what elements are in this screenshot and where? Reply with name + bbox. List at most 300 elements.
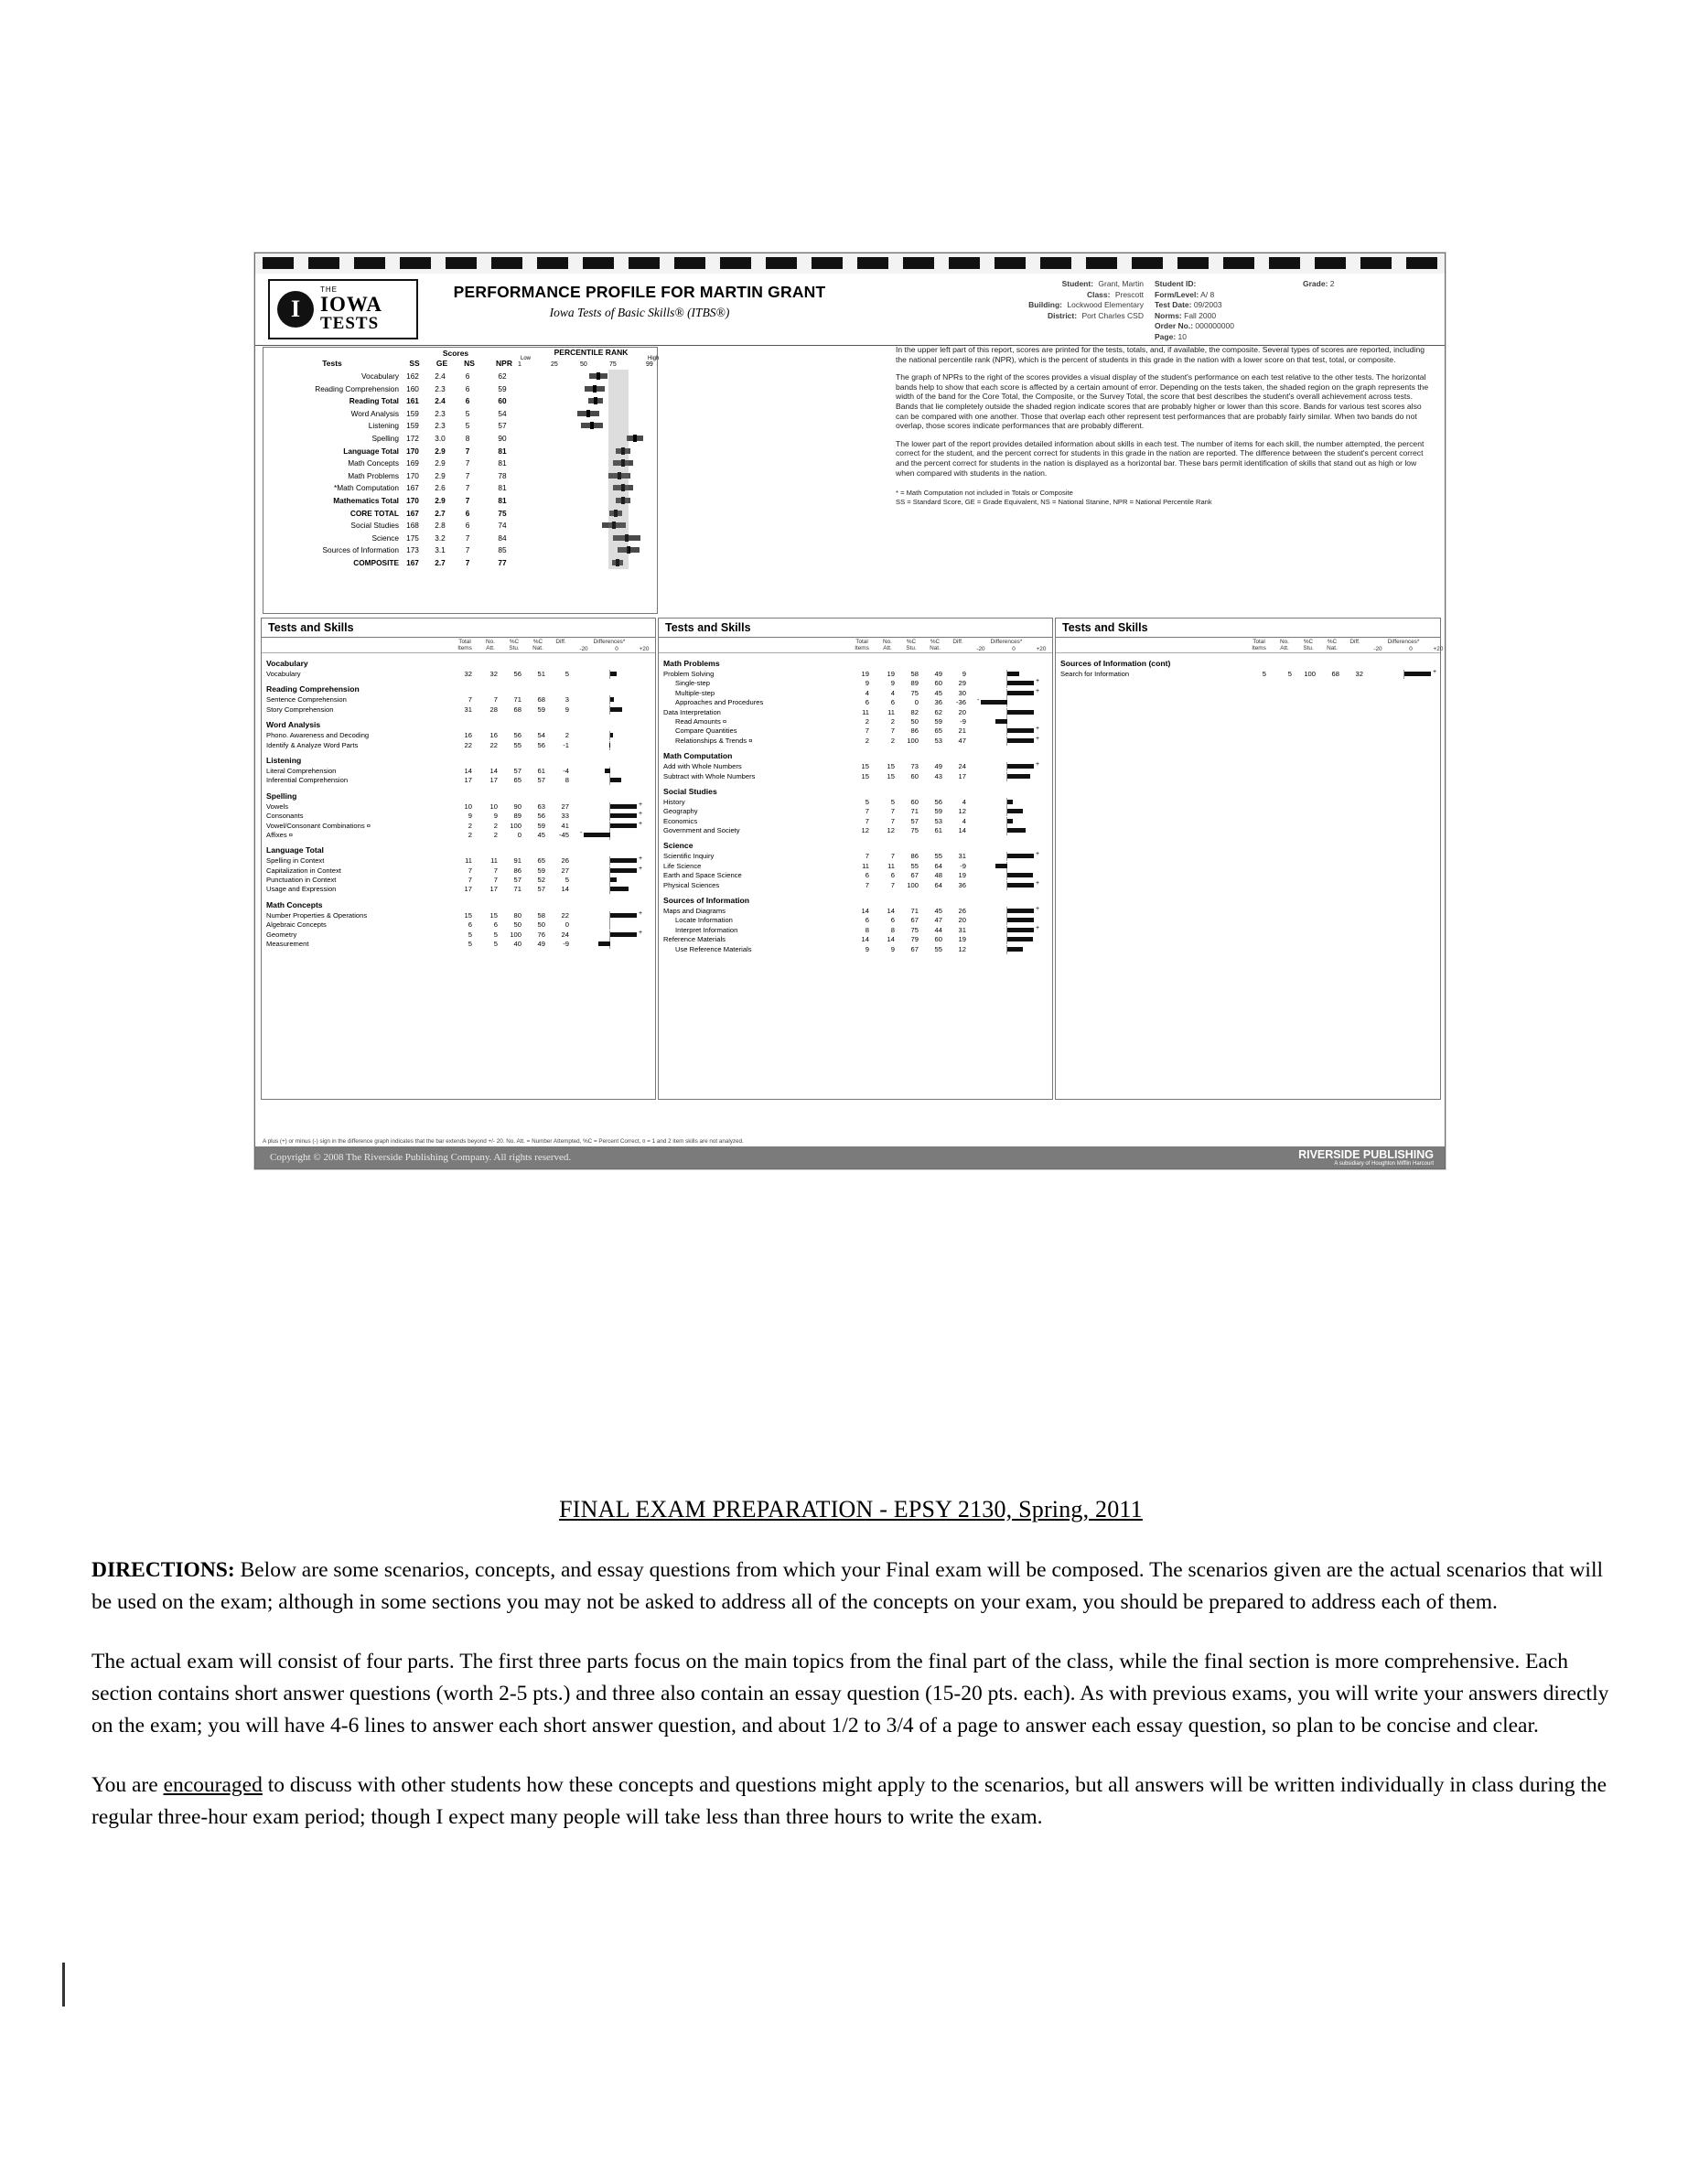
skills-column-header: %C Stu. [906, 639, 917, 651]
skills-row [262, 670, 655, 679]
score-ns: 5 [465, 408, 470, 418]
student-info-row [1155, 300, 1301, 311]
score-test-name: Mathematics Total [333, 495, 399, 505]
student-info-value: 2 [1328, 279, 1335, 288]
skills-row-value: 8 [564, 776, 569, 785]
skills-row-label: Spelling in Context [266, 856, 325, 866]
skills-row-value: 0 [914, 698, 919, 707]
student-info-label: Form/Level: [1155, 289, 1199, 299]
skills-difference-bar [610, 672, 617, 676]
score-ns: 6 [465, 396, 470, 406]
score-row [263, 532, 657, 544]
skills-row-label: Measurement [266, 940, 309, 949]
skills-axis-label: +20 [1433, 646, 1444, 652]
skills-row-value: 57 [910, 816, 919, 825]
skills-difference-bar [1007, 800, 1013, 804]
skills-row-value: -45 [559, 830, 569, 839]
score-ge: 2.9 [435, 470, 446, 480]
student-info-middle [1155, 279, 1301, 342]
student-info-right [1303, 279, 1431, 290]
scores-rows [263, 370, 657, 569]
score-test-name: Math Problems [348, 470, 399, 480]
punch-dash [674, 257, 705, 269]
student-info-value: 09/2003 [1191, 300, 1222, 309]
skills-row-value: 45 [934, 688, 942, 697]
score-ge: 2.3 [435, 408, 446, 418]
skills-row-value: 50 [537, 920, 545, 930]
skills-row-value: 0 [517, 830, 521, 839]
skills-column-header: Differences* [1387, 639, 1420, 645]
skills-difference-bar [1007, 883, 1034, 888]
percentile-high-label: High [648, 356, 660, 361]
skills-column-header: %C Nat. [930, 639, 941, 651]
collab-text-2: to discuss with other students how these concepts and questions might apply to the scenarios, but all answers will be written individually in class during the regular three-hour exam period; though I expect many people will take less than three hours to write the exam. [91, 1773, 1607, 1829]
skills-row-value: 12 [958, 944, 966, 953]
punch-dash [766, 257, 797, 269]
skills-difference-bar [610, 707, 622, 712]
skills-row [262, 822, 655, 831]
skills-group-header [262, 684, 655, 695]
skills-row-value: 55 [934, 944, 942, 953]
skills-row-value: 5 [564, 670, 569, 678]
skills-row [262, 911, 655, 920]
directions-text: Below are some scenarios, concepts, and essay questions from which your Final exam will be composed. The scenarios given are the actual scenarios that will be used on the exam; although in some sections you may not be asked to address all of the concepts on your exam, you should be prepared to address each of them. [91, 1558, 1604, 1614]
skills-group-name: Word Analysis [266, 720, 321, 730]
skills-row [659, 916, 1052, 925]
skills-row-value: 65 [537, 856, 545, 866]
skills-row-value: 2 [865, 716, 869, 726]
skills-panel-3-title: Tests and Skills [1056, 619, 1440, 638]
skills-overflow-sign: + [639, 929, 643, 936]
skills-row-value: 6 [890, 916, 895, 925]
skills-row-label: Number Properties & Operations [266, 910, 368, 920]
score-npr: 75 [498, 508, 507, 518]
skills-difference-bar [1007, 728, 1034, 733]
skills-row-value: 15 [489, 910, 498, 920]
narrative-footnote: * = Math Computation not included in Totals or Composite [896, 489, 1073, 498]
skills-row-value: 6 [865, 698, 869, 707]
skills-row-value: 9 [962, 670, 966, 678]
skills-group-header [262, 720, 655, 731]
publisher-name: RIVERSIDE PUBLISHING [1298, 1148, 1434, 1161]
skills-row-value: 19 [958, 935, 966, 944]
skills-row-value: 86 [910, 726, 919, 736]
scores-col-tests: Tests [322, 359, 342, 368]
skills-row-value: 56 [513, 731, 521, 740]
skills-group-header [262, 845, 655, 856]
punch-dash [1177, 257, 1209, 269]
skills-difference-bar [610, 868, 637, 873]
score-ge: 2.3 [435, 421, 446, 431]
skills-row [262, 802, 655, 812]
scores-col-ss: SS [409, 359, 420, 368]
skills-row-label: Search for Information [1060, 670, 1130, 678]
skills-row [262, 695, 655, 705]
punch-dash [629, 257, 660, 269]
skills-difference-bar [1007, 937, 1033, 941]
skills-row-label: Literal Comprehension [266, 766, 337, 775]
skills-overflow-sign: + [1433, 669, 1437, 675]
skills-difference-bar [1007, 854, 1034, 858]
skills-row-value: 12 [861, 826, 869, 835]
skills-row-value: 9 [493, 812, 498, 821]
skills-panel-2-columns [659, 638, 1052, 653]
skills-row-value: 60 [910, 797, 919, 806]
skills-row-value: 86 [513, 866, 521, 875]
score-ge: 2.4 [435, 371, 446, 381]
punch-dash [308, 257, 339, 269]
skills-row-value: 7 [865, 726, 869, 736]
skills-zero-axis [609, 920, 610, 930]
skills-difference-bar [584, 833, 610, 837]
student-info-label: Student: [1061, 279, 1094, 288]
skills-row-label: Interpret Information [675, 925, 738, 934]
skills-axis-label: -20 [1373, 646, 1382, 652]
score-ns: 7 [465, 483, 470, 493]
percentile-marker [590, 422, 594, 429]
skills-row-value: 60 [910, 771, 919, 780]
skills-column-header: Differences* [593, 639, 626, 645]
skills-row-value: 67 [910, 944, 919, 953]
skills-difference-bar [609, 743, 610, 748]
skills-row [659, 945, 1052, 954]
student-info-value: 000000000 [1193, 321, 1234, 330]
punch-dash [537, 257, 568, 269]
student-info-row [1155, 321, 1301, 332]
skills-row-value: 49 [934, 762, 942, 771]
skills-row-label: Usage and Expression [266, 885, 337, 894]
skills-row-value: 59 [537, 705, 545, 714]
skills-group-name: Language Total [266, 845, 324, 855]
score-test-name: Listening [368, 421, 399, 431]
skills-group-name: Math Concepts [266, 899, 323, 909]
skills-difference-bar [610, 813, 637, 818]
skills-row-value: 15 [861, 762, 869, 771]
skills-axis-label: +20 [1036, 646, 1047, 652]
document-body [91, 1496, 1610, 1861]
skills-difference-bar [610, 913, 637, 918]
score-ns: 7 [465, 495, 470, 505]
skills-row-value: 64 [934, 880, 942, 889]
skills-row-value: 5 [1262, 670, 1266, 678]
punch-dash [1315, 257, 1346, 269]
skills-row-value: 71 [513, 885, 521, 894]
skills-row-value: 58 [537, 910, 545, 920]
skills-row-label: Multiple-step [675, 688, 715, 697]
skills-row-value: 9 [564, 705, 569, 714]
skills-row-value: 68 [513, 705, 521, 714]
skills-row-value: 100 [907, 736, 919, 745]
skills-row-value: 100 [907, 880, 919, 889]
skills-row [659, 726, 1052, 736]
skills-difference-bar [610, 877, 617, 882]
report-title-block [447, 283, 832, 320]
student-info-value: A/ 8 [1199, 289, 1215, 299]
skills-row-value: 24 [958, 762, 966, 771]
skills-row [659, 689, 1052, 698]
skills-row [659, 708, 1052, 717]
skills-group-header [262, 900, 655, 911]
skills-row-value: 79 [910, 935, 919, 944]
skills-row [1056, 670, 1440, 679]
skills-row-value: 27 [561, 866, 569, 875]
skills-row-label: Consonants [266, 812, 304, 821]
skills-row-value: 19 [958, 871, 966, 880]
skills-overflow-sign: + [639, 801, 643, 808]
skills-row [262, 776, 655, 785]
student-info-row [1155, 279, 1301, 290]
skills-axis-label: 0 [615, 646, 618, 652]
skills-row-label: Earth and Space Science [663, 871, 742, 880]
skills-row-value: 4 [962, 816, 966, 825]
score-test-name: Reading Total [349, 396, 399, 406]
skills-row-value: 56 [537, 740, 545, 749]
skills-row-value: 32 [489, 670, 498, 678]
score-test-name: Sources of Information [322, 545, 399, 555]
skills-group-header [659, 787, 1052, 798]
score-row [263, 481, 657, 494]
skills-row-value: 9 [890, 679, 895, 688]
skills-row-value: 5 [865, 797, 869, 806]
score-ge: 3.2 [435, 533, 446, 543]
skills-row-value: -9 [960, 861, 966, 870]
skills-group-name: Math Computation [663, 751, 733, 761]
skills-row-value: 9 [865, 679, 869, 688]
score-row [263, 394, 657, 407]
score-npr: 54 [498, 408, 507, 418]
punch-dash [1360, 257, 1392, 269]
skills-row-value: 7 [865, 880, 869, 889]
skills-row-value: 53 [934, 816, 942, 825]
skills-row-value: 2 [564, 731, 569, 740]
skills-difference-bar [598, 941, 610, 946]
skills-panel-2 [658, 618, 1053, 1100]
skills-row-value: 100 [510, 930, 521, 939]
collab-emphasis: encouraged [163, 1773, 263, 1797]
skills-group-name: Math Problems [663, 659, 720, 668]
skills-row-value: 2 [890, 716, 895, 726]
skills-row-value: 32 [464, 670, 472, 678]
skills-row-value: 80 [513, 910, 521, 920]
skills-column-header: No. Att. [883, 639, 892, 651]
skills-row-value: 21 [958, 726, 966, 736]
punch-dash [583, 257, 614, 269]
score-ge: 2.9 [435, 495, 446, 505]
skills-group-header [659, 751, 1052, 762]
skills-row [659, 698, 1052, 707]
score-npr: 78 [498, 470, 507, 480]
skills-row-label: Single-step [675, 679, 710, 688]
skills-row-value: 7 [468, 866, 472, 875]
skills-axis-label: 0 [1409, 646, 1413, 652]
skills-row-value: 16 [489, 731, 498, 740]
skills-panel-1-columns [262, 638, 655, 653]
score-ss: 170 [406, 446, 419, 456]
skills-row-value: 7 [493, 866, 498, 875]
skills-row-label: Affixes ¤ [266, 830, 293, 839]
skills-row [262, 831, 655, 840]
logo-iowa: IOWA [320, 293, 382, 316]
skills-group-name: Sources of Information [663, 896, 750, 906]
skills-row-label: Maps and Diagrams [663, 907, 726, 916]
skills-row-label: Vocabulary [266, 670, 301, 678]
skills-row-value: 61 [934, 826, 942, 835]
skills-row-value: 9 [890, 944, 895, 953]
directions-label: DIRECTIONS: [91, 1558, 235, 1582]
skills-row-value: 58 [910, 670, 919, 678]
punch-dash [903, 257, 934, 269]
skills-row-value: 33 [561, 812, 569, 821]
score-npr: 62 [498, 371, 507, 381]
skills-row-value: 67 [910, 871, 919, 880]
skills-row-value: 100 [1304, 670, 1316, 678]
skills-row-value: 89 [513, 812, 521, 821]
report-title: PERFORMANCE PROFILE FOR MARTIN GRANT [453, 283, 826, 301]
skills-row [659, 817, 1052, 826]
score-ss: 159 [406, 408, 419, 418]
skills-difference-bar [1007, 909, 1034, 913]
score-row [263, 370, 657, 382]
collaboration-paragraph [91, 1770, 1610, 1834]
skills-row-value: 26 [958, 907, 966, 916]
skills-row-value: 15 [464, 910, 472, 920]
skills-row [659, 852, 1052, 861]
skills-row-value: 45 [537, 830, 545, 839]
punch-dash [1406, 257, 1437, 269]
punch-dash [857, 257, 888, 269]
skills-row-value: 16 [464, 731, 472, 740]
skills-row-value: 40 [513, 940, 521, 949]
score-ss: 172 [406, 433, 419, 443]
score-test-name: Reading Comprehension [315, 383, 399, 393]
score-ns: 6 [465, 521, 470, 531]
skills-row [659, 935, 1052, 944]
skills-group-name: Spelling [266, 791, 297, 801]
skills-row-value: 11 [490, 856, 498, 866]
skills-row-label: Compare Quantities [675, 726, 737, 736]
skills-row-value: 7 [865, 816, 869, 825]
skills-row-value: 14 [887, 935, 895, 944]
skills-row-value: 64 [934, 861, 942, 870]
publisher-subtitle: A subsidiary of Houghton Mifflin Harcourt [1334, 1161, 1434, 1167]
skills-row-value: 100 [510, 821, 521, 830]
skills-row-value: 2 [493, 830, 498, 839]
skills-row-label: Story Comprehension [266, 705, 334, 714]
skills-difference-bar [1007, 819, 1013, 823]
skills-row-value: 24 [561, 930, 569, 939]
skills-row-value: 2 [468, 830, 472, 839]
skills-row-value: 27 [561, 802, 569, 811]
logo-the: THE [320, 285, 338, 294]
skills-row-value: 51 [537, 670, 545, 678]
student-info-label: Norms: [1155, 310, 1182, 320]
skills-row-value: 11 [887, 861, 895, 870]
percentile-tick: 25 [551, 361, 558, 368]
skills-group-header [659, 841, 1052, 852]
skills-row-value: 14 [958, 826, 966, 835]
score-ns: 6 [465, 383, 470, 393]
score-row [263, 556, 657, 569]
skills-row-label: Sentence Comprehension [266, 695, 347, 705]
score-ns: 7 [465, 446, 470, 456]
exam-structure-paragraph: The actual exam will consist of four parts. The first three parts focus on the main topics from the final part of the class, while the final section is more comprehensive. Each section contains short answer questions (worth 2-5 pts.) and three also contain an essay question (15-20 pts. each). As with previous exams, you will write your answers directly on the exam; you will have 4-6 lines to answer each short answer question, and about 1/2 to 3/4 of a page to answer each essay question, so plan to be concise and clear. [91, 1650, 1609, 1738]
skills-difference-bar [610, 733, 613, 737]
skills-difference-bar [1007, 918, 1034, 922]
score-test-name: Language Total [343, 446, 399, 456]
skills-row-value: 50 [910, 716, 919, 726]
skills-row-value: 7 [468, 876, 472, 885]
skills-row-label: Vowels [266, 802, 289, 811]
percentile-marker [633, 435, 637, 442]
skills-row-value: 71 [513, 695, 521, 705]
skills-group-header [262, 756, 655, 767]
skills-row-value: -9 [960, 716, 966, 726]
skills-row-value: 60 [934, 679, 942, 688]
skills-row-value: 2 [493, 821, 498, 830]
skills-difference-bar [610, 858, 637, 863]
skills-difference-bar [610, 887, 629, 891]
student-info-row [946, 290, 1147, 301]
skills-row [262, 866, 655, 876]
skills-row-value: 17 [464, 776, 472, 785]
punch-dash [720, 257, 751, 269]
score-test-name: Spelling [371, 433, 399, 443]
skills-group-name: Vocabulary [266, 659, 308, 668]
skills-axis-label: -20 [579, 646, 588, 652]
skills-overflow-sign: + [1036, 678, 1040, 685]
document-heading: FINAL EXAM PREPARATION - EPSY 2130, Spring, 2011 [559, 1496, 1143, 1522]
skills-row-value: 14 [861, 907, 869, 916]
margin-change-mark [62, 1963, 65, 2006]
skills-row-value: 14 [887, 907, 895, 916]
score-ns: 6 [465, 508, 470, 518]
skills-row-value: 6 [865, 916, 869, 925]
percentile-marker [597, 372, 600, 380]
skills-group-header [1056, 659, 1440, 670]
skills-row-value: 31 [958, 852, 966, 861]
skills-row-value: 8 [865, 925, 869, 934]
skills-difference-bar [1007, 928, 1034, 932]
skills-row-label: Use Reference Materials [675, 944, 752, 953]
skills-row [262, 876, 655, 885]
skills-axis-label: 0 [1012, 646, 1016, 652]
skills-axis-label: +20 [639, 646, 650, 652]
copyright-text: Copyright © 2008 The Riverside Publishing Company. All rights reserved. [270, 1152, 572, 1163]
punch-dash [1086, 257, 1117, 269]
skills-overflow-sign: - [977, 697, 980, 705]
skills-row-value: 4 [962, 797, 966, 806]
score-ss: 159 [406, 421, 419, 431]
skills-row-value: 53 [934, 736, 942, 745]
skills-overflow-sign: + [639, 811, 643, 818]
skills-row-value: 5 [468, 930, 472, 939]
score-row [263, 457, 657, 469]
score-ss: 167 [406, 483, 419, 493]
skills-row-value: 11 [465, 856, 472, 866]
skills-column-header: Differences* [990, 639, 1023, 645]
skills-row-label: Geometry [266, 930, 297, 939]
skills-row [262, 931, 655, 940]
punch-dash [1132, 257, 1163, 269]
student-info-label: Building: [1028, 300, 1062, 309]
skills-row-value: 60 [934, 935, 942, 944]
skills-row-label: Inferential Comprehension [266, 776, 349, 785]
skills-row [262, 731, 655, 740]
skills-row-value: 76 [537, 930, 545, 939]
skills-panel-2-title: Tests and Skills [659, 619, 1052, 638]
score-ge: 2.7 [435, 557, 446, 567]
punch-dash [354, 257, 385, 269]
